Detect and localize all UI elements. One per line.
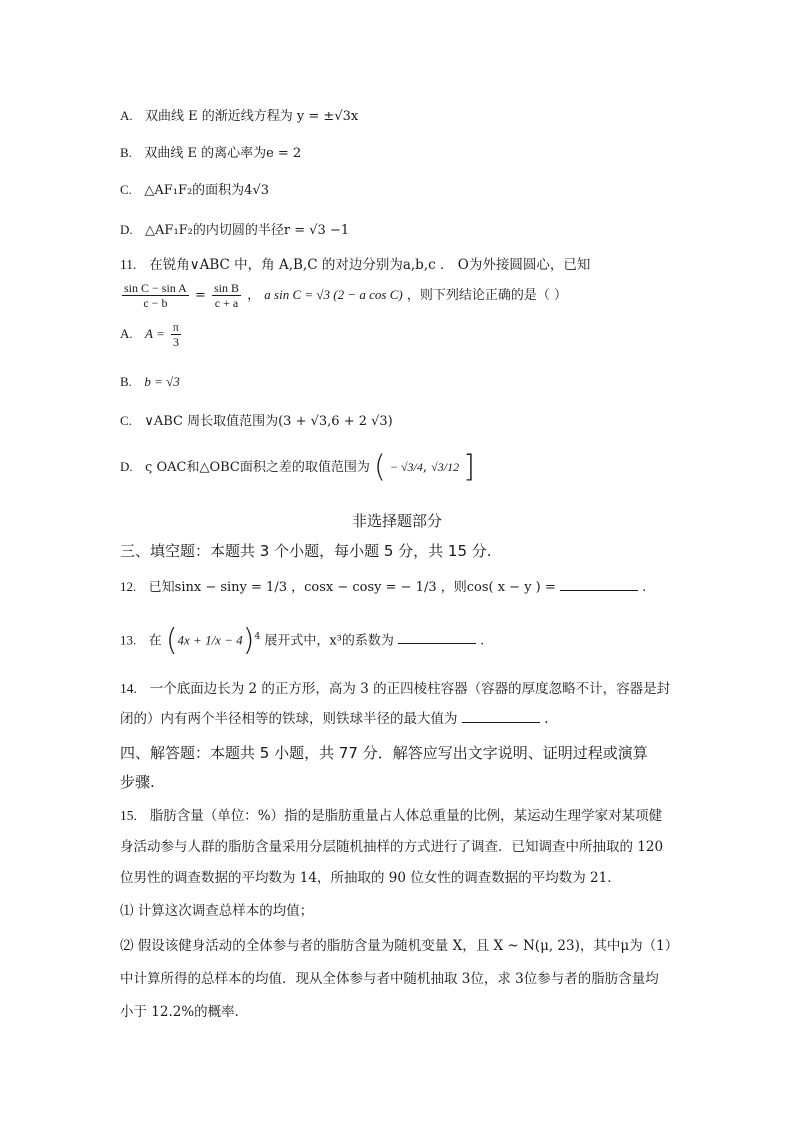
- q13-expression: 4x + 1/x − 4: [177, 632, 243, 648]
- q10-option-c-text: △AF₁F₂的面积为4√3: [144, 183, 270, 198]
- section3-heading: 三、填空题：本题共 3 个小题，每小题 5 分，共 15 分.: [120, 542, 492, 560]
- q15-part2-line1: ⑵ 假设该健身活动的全体参与者的脂肪含量为随机变量 X，且 X ~ N(μ, 23)，其中μ为（1）: [120, 938, 679, 954]
- q13-power: 4: [254, 632, 261, 642]
- q14-line1: 14. 一个底面边长为 2 的正方形，高为 3 的正四棱柱容器（容器的厚度忽略不计，容器是封: [120, 681, 671, 697]
- q11-stem-line2: $\frac{\text{sin C − sin A}}{c - b}$ = $\frac{\text{sin B}}{c + a}$ ， a sin C = √3 (2 − a cos C) ，则下列结论正确的是（ ）: [124, 281, 568, 310]
- q15-line3: 位男性的调查数据的平均数为 14，所抽取的 90 位女性的调查数据的平均数为 21．: [120, 870, 621, 886]
- nonchoice-heading: 非选择题部分: [351, 512, 442, 530]
- q14-answer-blank[interactable]: [462, 710, 540, 723]
- q15-line1: 15. 脂肪含量（单位：%）指的是脂肪重量占人体总重量的比例，某运动生理学家对某项健: [120, 808, 663, 824]
- q10-option-b-text: 双曲线 E 的离心率为e = 2: [144, 146, 302, 161]
- q13-text: 展开式中，x³的系数为: [264, 633, 394, 649]
- q11-fraction-1: $\frac{\text{sin C − sin A}}{c - b}$: [124, 281, 187, 310]
- q15-part2-line2: 中计算所得的总样本的均值．现从全体参与者中随机抽取 3位，求 3位参与者的脂肪含量均: [120, 971, 659, 987]
- q11-stem-text: 在锐角∨ABC 中，角 A,B,C 的对边分别为a,b,c ． O为外接圆圆心，已知: [149, 257, 591, 273]
- q12-answer-blank[interactable]: [560, 578, 638, 591]
- q15-part2-line3: 小于 12.2%的概率．: [120, 1004, 249, 1020]
- q11-interval-left: − √3/4: [389, 460, 423, 474]
- q11-interval-right: √3/12: [431, 460, 460, 474]
- q10-option-d: D. △AF₁F₂的内切圆的半径r = √3 −1: [120, 222, 350, 238]
- q11-option-d: D. ς OAC和△OBC面积之差的取值范围为 ( − √3/4, √3/12 ]: [120, 449, 475, 485]
- q11-question-tail: ，则下列结论正确的是（ ）: [406, 288, 568, 303]
- q10-option-a-text: 双曲线 E 的渐近线方程为 y = ±√3x: [145, 109, 359, 124]
- q11-option-b: B. b = √3: [120, 374, 180, 389]
- q13-answer-blank[interactable]: [398, 631, 476, 644]
- q15-line2: 身活动参与人群的脂肪含量采用分层随机抽样的方式进行了调查．已知调查中所抽取的 120: [120, 839, 664, 855]
- q13: 13. 在 $(4x + 1/x - 4)^4$ 展开式中，x³的系数为 .: [120, 622, 485, 658]
- q11-stem-line1: [120, 256, 590, 274]
- q10-option-c: C. △AF₁F₂的面积为4√3: [120, 182, 270, 198]
- section4-heading-line2: 步骤.: [120, 773, 155, 791]
- q11-option-a: A. A = $\frac{\pi}{3}$: [120, 320, 179, 349]
- q10-option-b: B. 双曲线 E 的离心率为e = 2: [120, 145, 302, 161]
- q11-option-c: C. ∨ABC 周长取值范围为(3 + √3,6 + 2 √3): [120, 413, 393, 429]
- q10-option-d-text: △AF₁F₂的内切圆的半径r = √3 −1: [145, 223, 350, 238]
- q14-line2: 闭的）内有两个半径相等的铁球，则铁球半径的最大值为 .: [120, 711, 549, 727]
- q10-option-a: A. 双曲线 E 的渐近线方程为 y = ±√3x: [120, 108, 359, 124]
- q12-text: 已知sinx − siny = 1/3 ，cosx − cosy = − 1/3 ，则cos( x − y ) =: [148, 580, 560, 595]
- q12: 12. 已知sinx − siny = 1/3 ，cosx − cosy = − 1/3 ，则cos( x − y ) = .: [120, 579, 647, 595]
- q15-part1: ⑴ 计算这次调查总样本的均值；: [120, 903, 314, 919]
- q11-equation-2: a sin C = √3 (2 − a cos C): [264, 287, 403, 302]
- q11-number: 11.: [120, 257, 137, 272]
- q11-option-a-fraction: $\frac{\pi}{3}$: [172, 320, 179, 349]
- q11-fraction-2: $\frac{\text{sin B}}{c + a}$: [213, 281, 239, 310]
- section4-heading-line1: 四、解答题：本题共 5 小题，共 77 分．解答应写出文字说明、证明过程或演算: [120, 744, 648, 762]
